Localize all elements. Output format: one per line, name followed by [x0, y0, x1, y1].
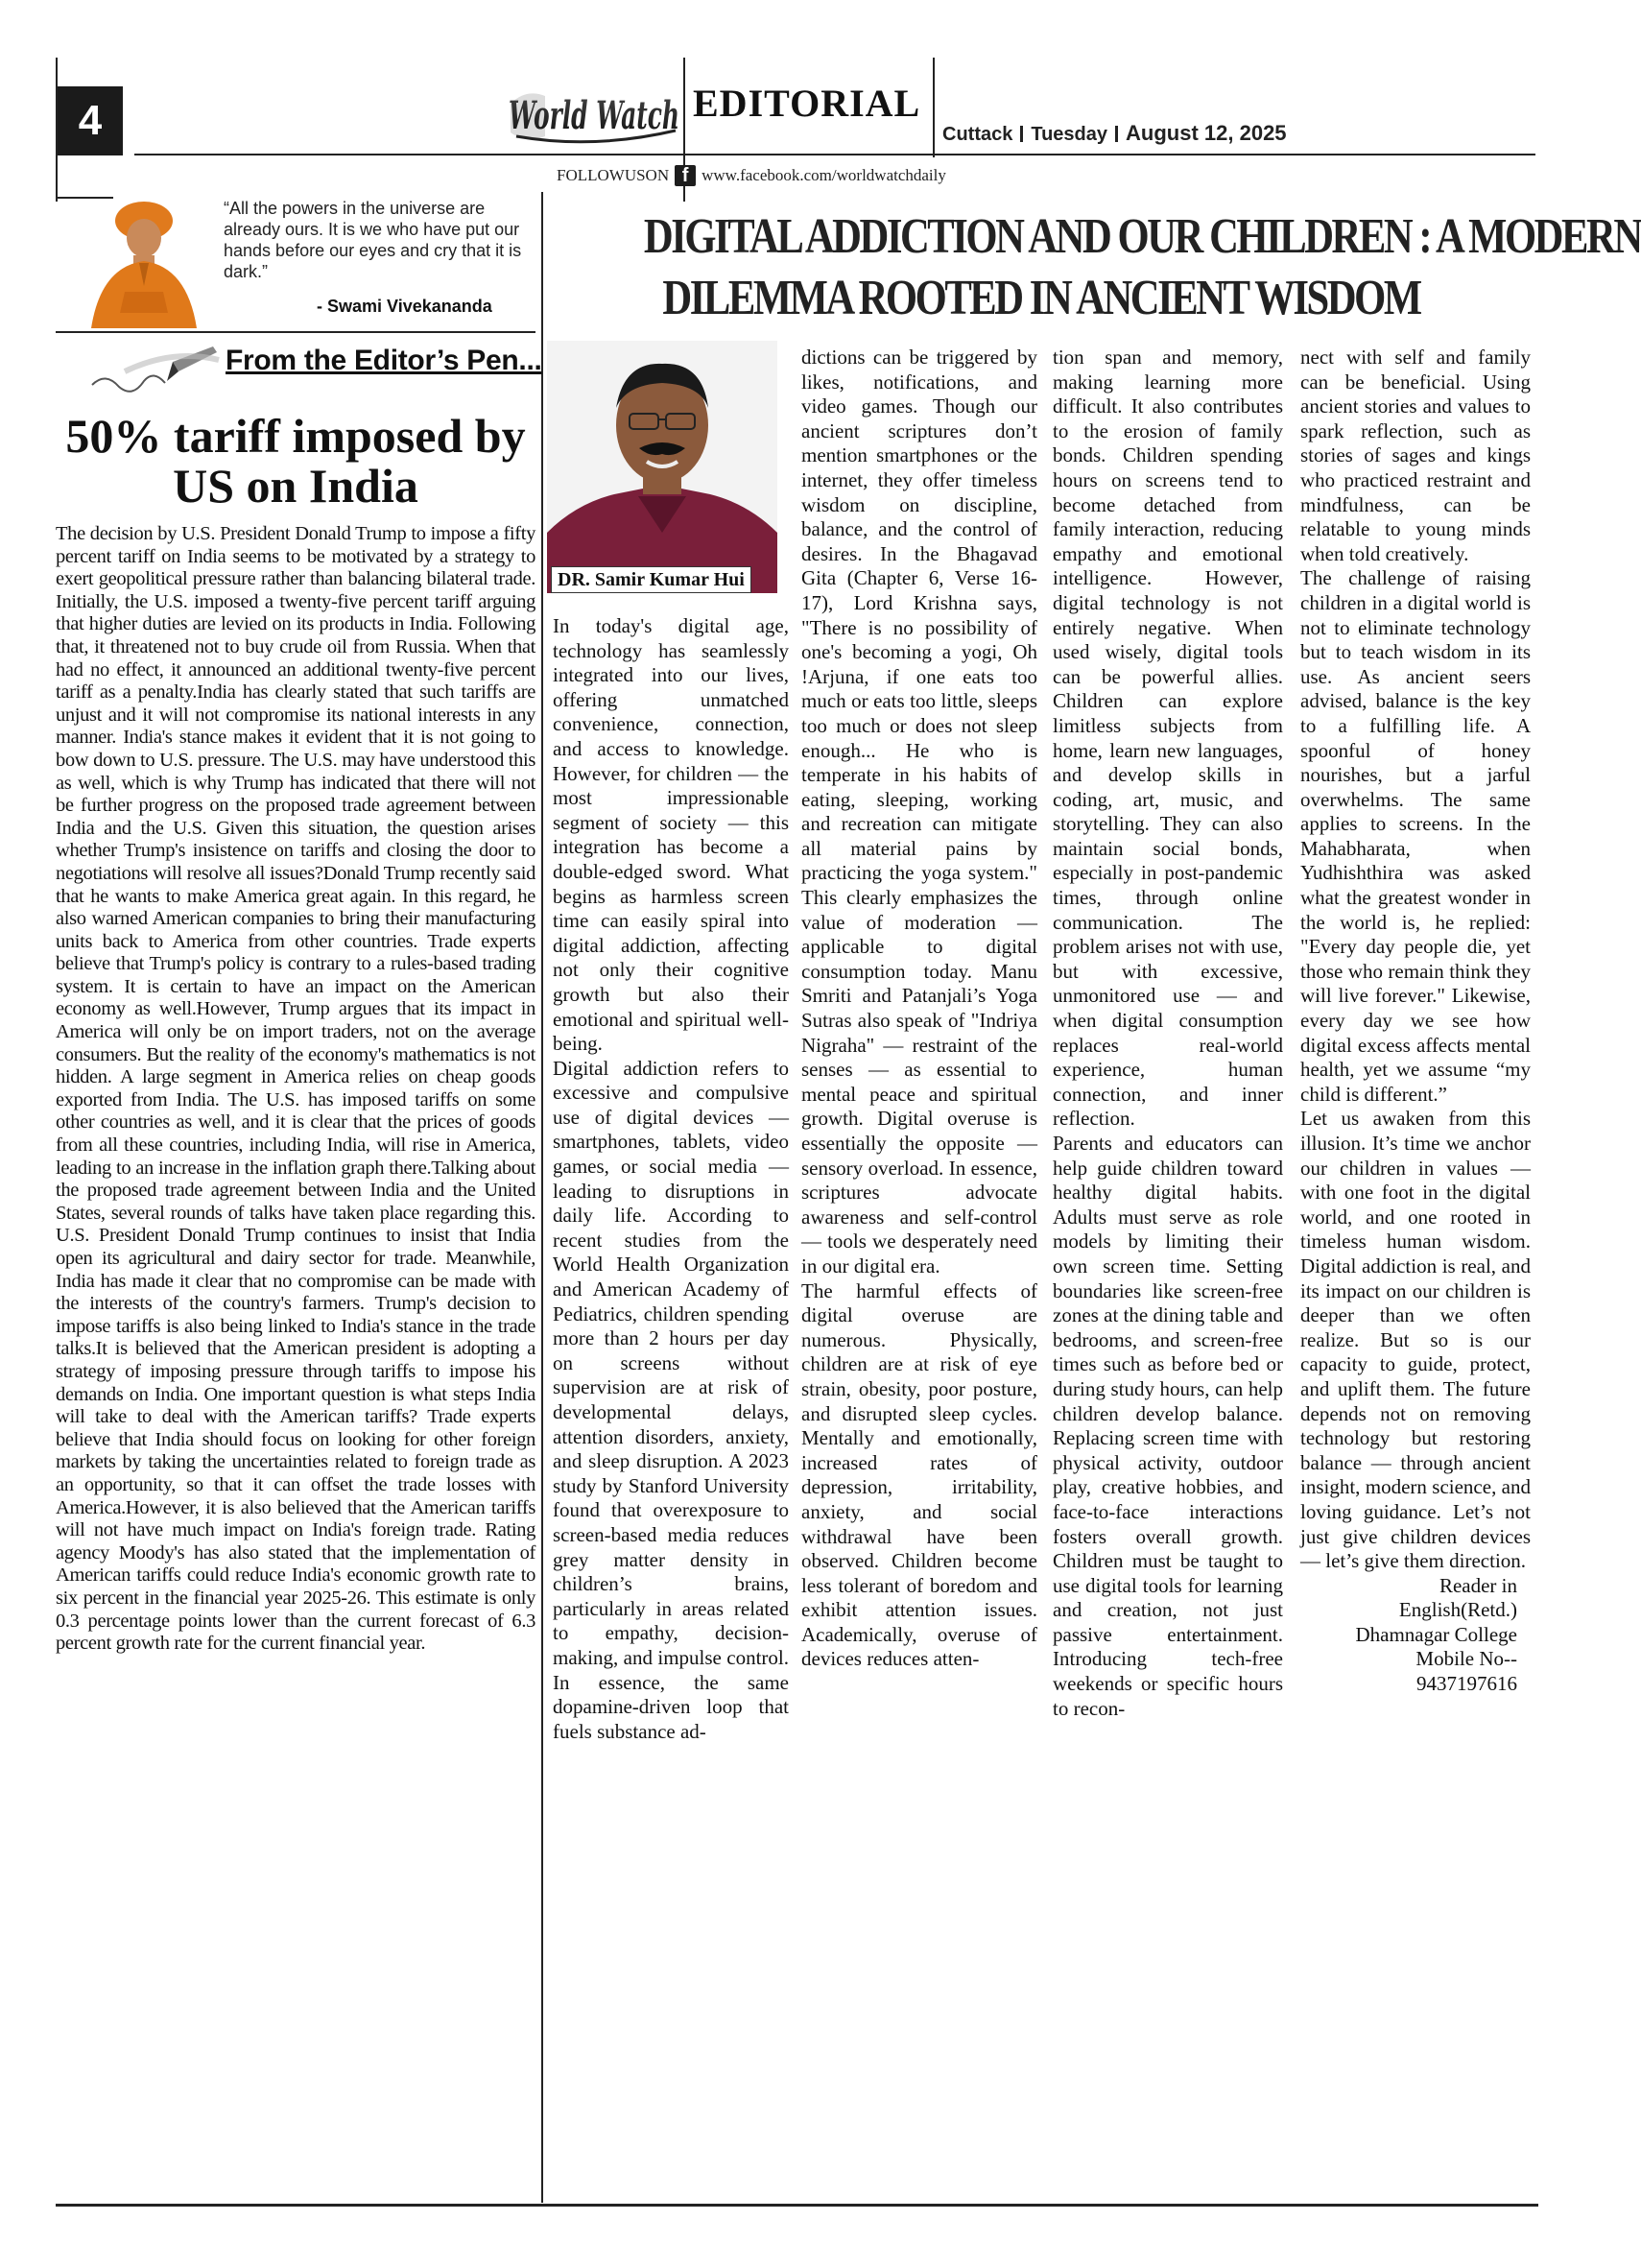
- page-number: 4: [58, 86, 123, 155]
- article-column-1: [553, 614, 789, 2188]
- divider: [134, 154, 1535, 155]
- masthead-logo: [507, 75, 681, 155]
- svg-text:World Watch: World Watch: [509, 93, 679, 138]
- signature-line: 9437197616: [1416, 1672, 1517, 1696]
- section-title: EDITORIAL: [693, 82, 921, 125]
- paragraph: dictions can be triggered by likes, notifications, and video games. Though our ancient scriptures don’t mention smartphones or the internet, they offer timeless wisdom on discipline, balance, and the control of desires. In the Bhagavad Gita (Chapter 6, Verse 16-17), Lord Krishna says, "There is no possibility of one's becoming a yogi, Oh !Arjuna, if one eats too much or eats too little, sleeps too much or does not sleep enough... He who is temperate in his habits of eating, sleeping, working and recreation can mitigate all material pains by practicing the yoga system." This clearly emphasizes the value of moderation — applicable to digital consumption today. Manu Smriti and Patanjali’s Yoga Sutras also speak of "Indriya Nigraha" — restraint of the senses — as essential to mental peace and spiritual growth. Digital overuse is essentially the opposite — sensory overload. In essence, scriptures advocate awareness and self-control — tools we desperately need in our digital era.: [801, 346, 1037, 1277]
- divider: [933, 58, 935, 157]
- swami-vivekananda-portrait: [72, 200, 216, 328]
- signature-line: Reader in: [1439, 1573, 1517, 1597]
- dateline: [942, 121, 1287, 146]
- paragraph: Let us awaken from this illusion. It’s time we anchor our children in values — with one foot in the digital world, and one rooted in timeless human wisdom. Digital addiction is real, and its impact on our children is deeper than we often realize. But so is our capacity to guide, protect, and uplift them. The future depends not on removing technology but restoring balance — through ancient insight, modern science, and loving guidance. Let’s not just give children devices — let’s give them direction.: [1300, 1107, 1531, 1573]
- quote-text: “All the powers in the universe are already ours. It is we who have put our hands before our eyes and cry that it is dark.”: [224, 199, 522, 281]
- facebook-icon: f: [675, 165, 696, 186]
- signature-line: Dhamnagar College: [1355, 1622, 1517, 1646]
- divider: [56, 331, 535, 333]
- dateline-day: Tuesday: [1031, 124, 1108, 145]
- signature-line: English(Retd.): [1398, 1598, 1517, 1622]
- editorial-body: The decision by U.S. President Donald Trump to impose a fifty percent tariff on India seems to be motivated by a strategy to exert geopolitical pressure rather than balancing bilateral trade. Initially, the U.S. imposed a twenty-five percent tariff arguing that higher duties are levied on its products in India. Following that, it threatened not to buy crude oil from Russia. When that had no effect, it announced an additional twenty-five percent tariff as a penalty.India has clearly stated that such tariffs are unjust and it will not compromise its national interests in any manner. India's stance makes it evident that it is not going to bow down to U.S. pressure. The U.S. may have understood this as well, which is why Trump has indicated that there will not be further progress on the proposed trade agreement between India and the U.S. Given this situation, the question arises whether Trump's insistence on tariffs and closing the door to negotiations will resolve all issues?Donald Trump recently said that he wants to make America great again. In this regard, he also warned American companies to bring their manufacturing units back to America from other countries. Trade experts believe that Trump's policy is contrary to a rules-based trading system. It is certain to have an impact on the American economy as well.However, Trump argues that its impact in America will only be on import traders, not on the average consumers. But the reality of the economy's mathematics is not hidden. A large segment in America relies on cheap goods exported from India. The U.S. has imposed tariffs on some other countries as well, and it is clear that the prices of goods from all these countries, including India, will rise in America, leading to an increase in the inflation graph there.Talking about the proposed trade agreement between India and the United States, several rounds of talks have taken place regarding this. U.S. President Donald Trump continues to insist that India open its agricultural and dairy sector for trade. Meanwhile, India has made it clear that no compromise can be made with the interests of the country's farmers. Trump's decision to impose tariffs is also being linked to India's stance in the trade talks.It is believed that the American president is adopting a strategy of imposing pressure through tariffs to impose his demands on India. One important question is what steps India will take to deal with the American tariffs? Trade experts believe that India should focus on looking for other foreign markets by taking the uncertainties related to foreign trade as an opportunity, so that it can offset the trade losses with America.However, it is also believed that the American tariffs will not have much impact on India's foreign trade. Rating agency Moody's has also stated that the implementation of American tariffs could reduce India's economic growth rate to six percent in the financial year 2025-26. This estimate is only 0.3 percentage points lower than the current forecast of 6.3 percent growth rate for the current financial year.: [56, 523, 535, 1655]
- author-photo: [547, 341, 777, 593]
- social-follow: [557, 165, 946, 186]
- article-column-2: [801, 346, 1037, 2188]
- pen-icon: [86, 343, 221, 400]
- author-caption: DR. Samir Kumar Hui: [551, 566, 751, 593]
- quote-author: - Swami Vivekananda: [317, 297, 492, 316]
- paragraph: nect with self and family can be beneficial. Using ancient stories and values to spark reflection, such as stories of sages and kings who practiced restraint and mindfulness, can be relatable to young minds when told creatively.: [1300, 346, 1531, 565]
- author-signature: [1300, 1574, 1531, 1697]
- paragraph: The challenge of raising children in a digital world is not to eliminate technology but to teach wisdom in its use. As ancient seers advised, balance is the key to a fulfilling life. A spoonful of honey nourishes, but a jarful overwhelms. The same applies to screens. In the Mahabharata, when Yudhishthira was asked what the greatest wonder in the world is, he replied: "Every day people die, yet those who remain think they will live forever." Likewise, every day we see how digital excess affects mental health, yet we assume “my child is different.”: [1300, 566, 1531, 1106]
- follow-label: FOLLOWUSON: [557, 166, 670, 184]
- article-column-3: [1053, 346, 1283, 2188]
- article-headline: [643, 206, 1641, 329]
- divider: [541, 192, 543, 2203]
- facebook-link[interactable]: www.facebook.com/worldwatchdaily: [702, 166, 946, 184]
- paragraph: Digital addiction refers to excessive and compulsive use of digital devices — smartphones, tablets, video games, or social media — leading to disruptions in daily life. According to recent studies from the World Health Organization and American Academy of Pediatrics, children spending more than 2 hours per day on screens without supervision are at risk of developmental delays, attention disorders, anxiety, and sleep disruption. A 2023 study by Stanford University found that overexposure to screen-based media reduces grey matter density in children’s brains, particularly in areas related to empathy, decision-making, and impulse control. In essence, the same dopamine-driven loop that fuels substance ad-: [553, 1056, 789, 1743]
- editors-pen-label: From the Editor’s Pen...: [226, 345, 542, 376]
- dateline-city: Cuttack: [942, 124, 1013, 145]
- paragraph: tion span and memory, making learning more difficult. It also contributes to the erosion of family bonds. Children spending hours on screens tend to become detached from family interaction, reducing empathy and emotional intelligence. However, digital technology is not entirely negative. When used wisely, digital tools can be powerful allies. Children can explore limitless subjects from home, learn new languages, and develop skills in coding, art, music, and storytelling. They can also maintain social bonds, especially in post-pandemic times, through online communication. The problem arises not with use, but with excessive, unmonitored use — and when digital consumption replaces real-world experience, human connection, and inner reflection.: [1053, 346, 1283, 1131]
- divider: [56, 58, 58, 202]
- paragraph: The harmful effects of digital overuse are numerous. Physically, children are at risk of eye strain, obesity, poor posture, and disrupted sleep cycles. Mentally and emotionally, increased rates of depression, irritability, anxiety, and social withdrawal have been observed. Children become less tolerant of boredom and exhibit attention issues. Academically, overuse of devices reduces atten-: [801, 1278, 1037, 1671]
- signature-line: Mobile No--: [1415, 1647, 1517, 1671]
- article-column-4: [1300, 346, 1531, 2188]
- paragraph: Parents and educators can help guide children toward healthy digital habits. Adults must serve as role models by limiting their own screen time. Setting boundaries like screen-free zones at the dining table and bedrooms, and screen-free times such as before bed or during study hours, can help children develop balance. Replacing screen time with physical activity, outdoor play, creative hobbies, and face-to-face interactions fosters overall growth. Children must be taught to use digital tools for learning and creation, not just passive entertainment. Introducing tech-free weekends or specific hours to recon-: [1053, 1132, 1283, 1720]
- editorial-title: 50% tariff imposed by US on India: [65, 409, 526, 513]
- headline-line-1: DIGITAL ADDICTION AND OUR CHILDREN : A MODERN: [643, 209, 1641, 264]
- dateline-date: August 12, 2025: [1126, 121, 1287, 145]
- bottom-rule: [56, 2204, 1538, 2207]
- headline-line-2: DILEMMA ROOTED IN ANCIENT WISDOM: [662, 271, 1420, 325]
- divider: [56, 197, 113, 199]
- paragraph: In today's digital age, technology has seamlessly integrated into our lives, offering unmatched convenience, connection, and access to knowledge. However, for children — the most impressionable segment of society — this integration has become a double-edged sword. What begins as harmless screen time can easily spiral into digital addiction, affecting not only their cognitive growth but also their emotional and spiritual well-being.: [553, 614, 789, 1056]
